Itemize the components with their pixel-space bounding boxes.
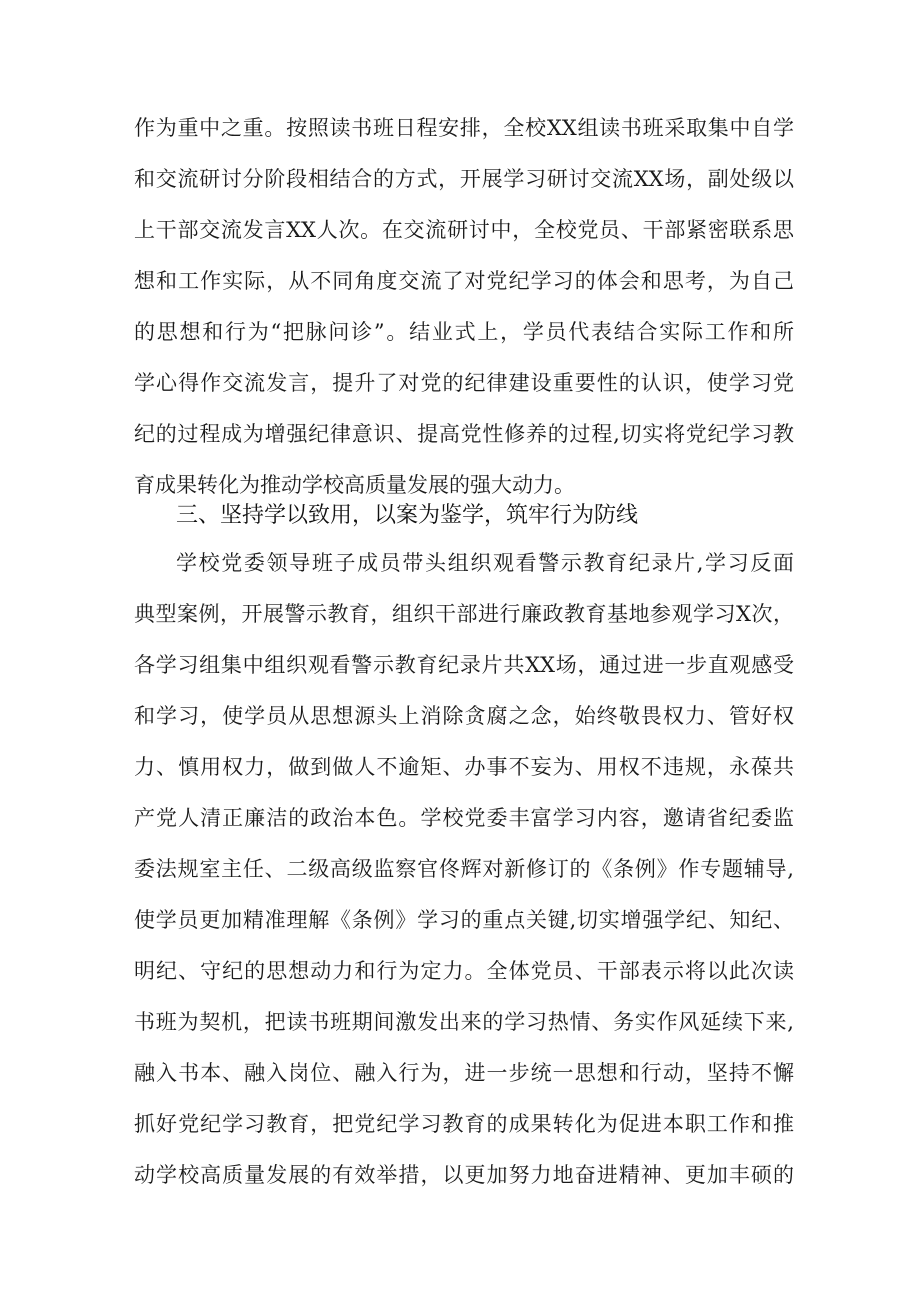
paragraph-line: 和学习，使学员从思想源头上消除贪腐之念，始终敬畏权力、管好权 xyxy=(134,704,794,728)
paragraph-line: 抓好党纪学习教育，把党纪学习教育的成果转化为促进本职工作和推 xyxy=(134,1112,794,1136)
paragraph-line: 书班为契机，把读书班期间激发出来的学习热情、务实作风延续下来, xyxy=(134,1010,794,1034)
paragraph-line: 动学校高质量发展的有效举措，以更加努力地奋进精神、更加丰硕的 xyxy=(134,1163,794,1187)
paragraph-line: 产党人清正廉洁的政治本色。学校党委丰富学习内容，邀请省纪委监 xyxy=(134,806,794,830)
paragraph-line: 使学员更加精准理解《条例》学习的重点关键,切实增强学纪、知纪、 xyxy=(134,908,794,932)
paragraph-line: 作为重中之重。按照读书班日程安排，全校XX组读书班采取集中自学 xyxy=(134,116,794,140)
paragraph-line: 想和工作实际，从不同角度交流了对党纪学习的体会和思考，为自己 xyxy=(134,269,794,293)
paragraph-line: 的思想和行为“把脉问诊”。结业式上，学员代表结合实际工作和所 xyxy=(134,320,794,344)
paragraph-line: 力、慎用权力，做到做人不逾矩、办事不妄为、用权不违规，永葆共 xyxy=(134,755,794,779)
paragraph-line: 和交流研讨分阶段相结合的方式，开展学习研讨交流XX场，副处级以 xyxy=(134,167,794,191)
paragraph-line: 学心得作交流发言，提升了对党的纪律建设重要性的认识，使学习党 xyxy=(134,371,794,395)
paragraph-line: 明纪、守纪的思想动力和行为定力。全体党员、干部表示将以此次读 xyxy=(134,959,794,983)
paragraph-line: 融入书本、融入岗位、融入行为，进一步统一思想和行动，坚持不懈 xyxy=(134,1061,794,1085)
paragraph-line: 典型案例，开展警示教育，组织干部进行廉政教育基地参观学习X次， xyxy=(134,602,794,626)
paragraph-line: 育成果转化为推动学校高质量发展的强大动力。 xyxy=(134,473,575,497)
section-heading: 三、坚持学以致用，以案为鉴学，筑牢行为防线 xyxy=(176,503,639,528)
paragraph-line: 纪的过程成为增强纪律意识、提高党性修养的过程,切实将党纪学习教 xyxy=(134,422,794,446)
paragraph-line: 委法规室主任、二级高级监察官佟辉对新修订的《条例》作专题辅导, xyxy=(134,857,794,881)
paragraph-line: 上干部交流发言XX人次。在交流研讨中，全校党员、干部紧密联系思 xyxy=(134,218,794,242)
paragraph-line: 各学习组集中组织观看警示教育纪录片共XX场，通过进一步直观感受 xyxy=(134,653,794,677)
paragraph-line: 学校党委领导班子成员带头组织观看警示教育纪录片,学习反面 xyxy=(176,551,794,575)
